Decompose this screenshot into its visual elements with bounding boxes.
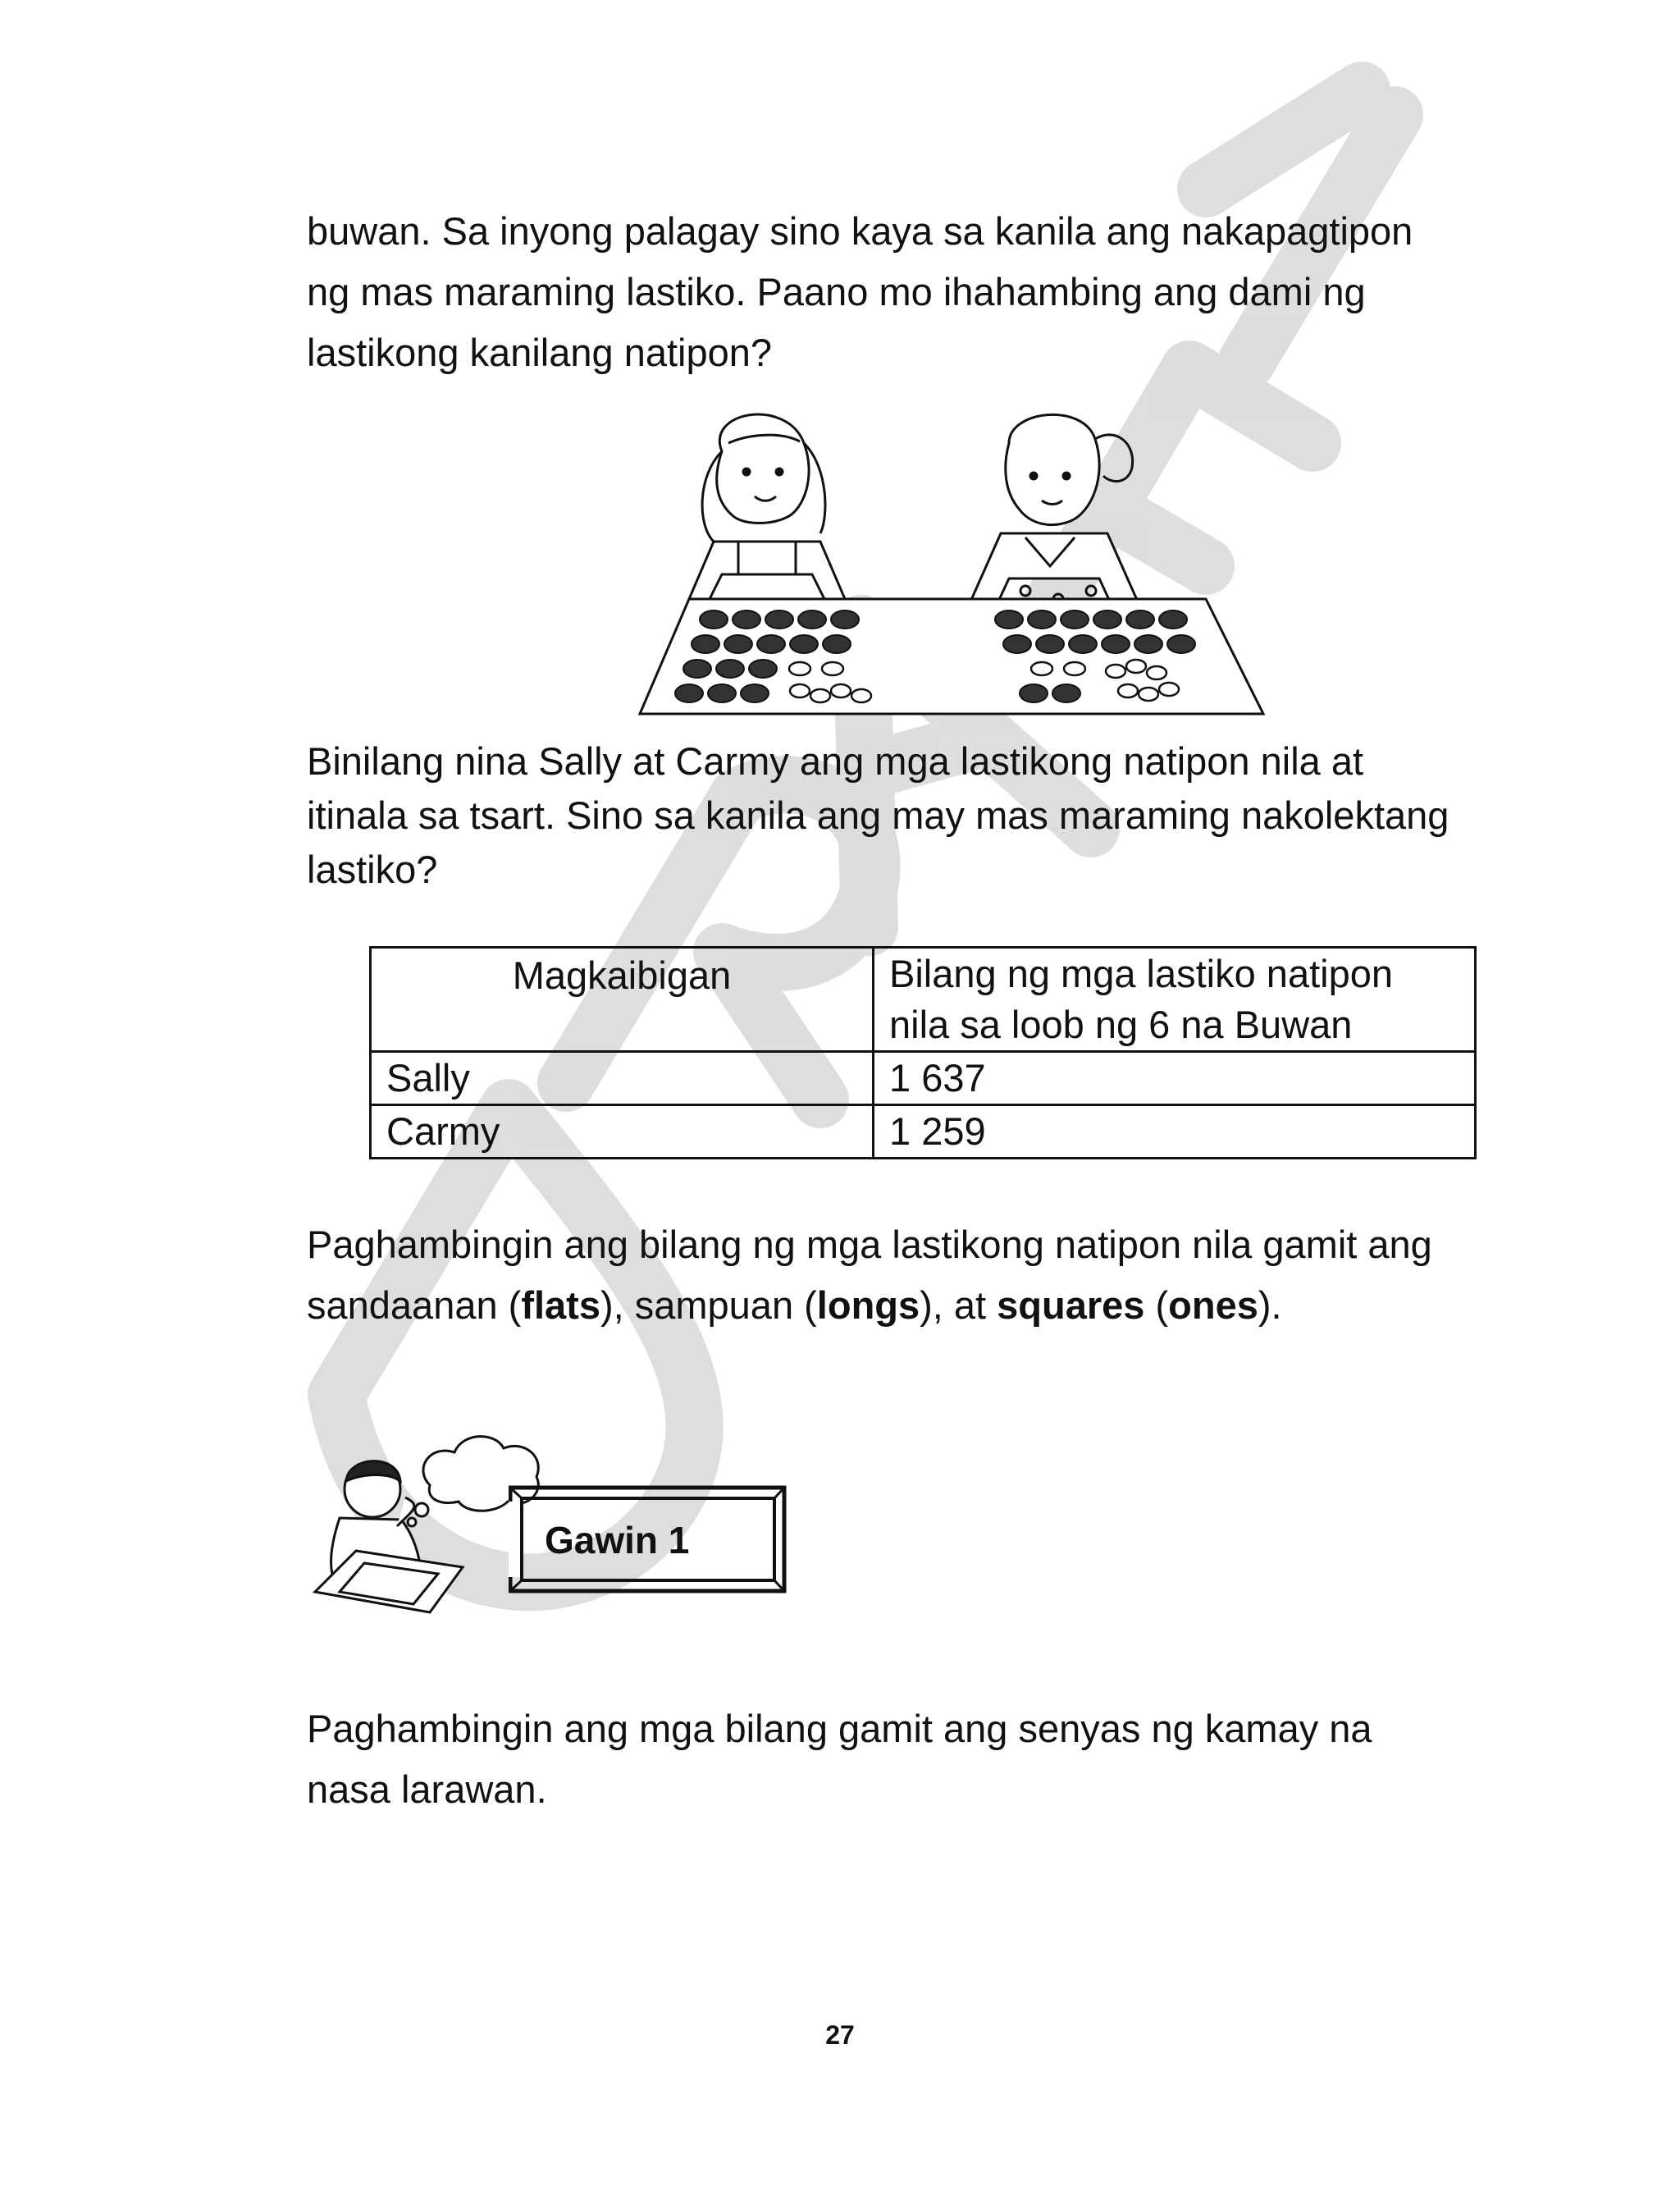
text-line: Paghambingin ang bilang ng mga lastikong natipon nila gamit ang <box>307 1223 1432 1266</box>
activity-header <box>307 1428 815 1616</box>
text-line: lastiko? <box>307 848 438 891</box>
table-intro-paragraph <box>307 734 1504 897</box>
table-row <box>371 1105 1476 1159</box>
text-span: ). <box>1258 1283 1282 1327</box>
text-line <box>307 1275 1504 1336</box>
header-line: Bilang ng mga lastiko natipon <box>889 952 1394 995</box>
text-line: lastikong kanilang natipon? <box>307 331 773 374</box>
activity-label: Gawin 1 <box>545 1519 690 1561</box>
rubber-band-count-table <box>369 946 1477 1159</box>
table-header-row <box>371 948 1476 1052</box>
term-longs: longs <box>816 1283 920 1327</box>
text-line: ng mas maraming lastiko. Paano mo ihahambing ang dami ng <box>307 270 1366 313</box>
row-count: 1 637 <box>874 1052 1476 1105</box>
header-bilang <box>874 948 1476 1052</box>
instruction-paragraph <box>307 1699 1504 1820</box>
header-line: nila sa loob ng 6 na Buwan <box>889 1003 1353 1046</box>
table-row <box>371 1052 1476 1105</box>
text-line: itinala sa tsart. Sino sa kanila ang may mas maraming nakolektang <box>307 793 1449 837</box>
row-count: 1 259 <box>874 1105 1476 1159</box>
row-name: Sally <box>371 1052 874 1105</box>
text-span: ), sampuan ( <box>600 1283 817 1327</box>
text-span: sandaanan ( <box>307 1283 522 1327</box>
page-number: 27 <box>825 2020 855 2050</box>
comparison-paragraph <box>307 1214 1504 1336</box>
text-line: Binilang nina Sally at Carmy ang mga lastikong natipon nila at <box>307 739 1364 783</box>
text-span: ), at <box>920 1283 998 1327</box>
text-line: Paghambingin ang mga bilang gamit ang senyas ng kamay na <box>307 1707 1372 1750</box>
text-line: nasa larawan. <box>307 1767 547 1811</box>
girls-counting-rubber-bands-illustration <box>623 402 1271 722</box>
term-ones: ones <box>1168 1283 1258 1327</box>
term-squares: squares <box>997 1283 1145 1327</box>
text-line: buwan. Sa inyong palagay sino kaya sa kanila ang nakapagtipon <box>307 209 1413 253</box>
text-span: ( <box>1144 1283 1169 1327</box>
term-flats: flats <box>521 1283 600 1327</box>
row-name: Carmy <box>371 1105 874 1159</box>
intro-paragraph <box>307 201 1504 383</box>
header-magkaibigan: Magkaibigan <box>371 948 874 1052</box>
